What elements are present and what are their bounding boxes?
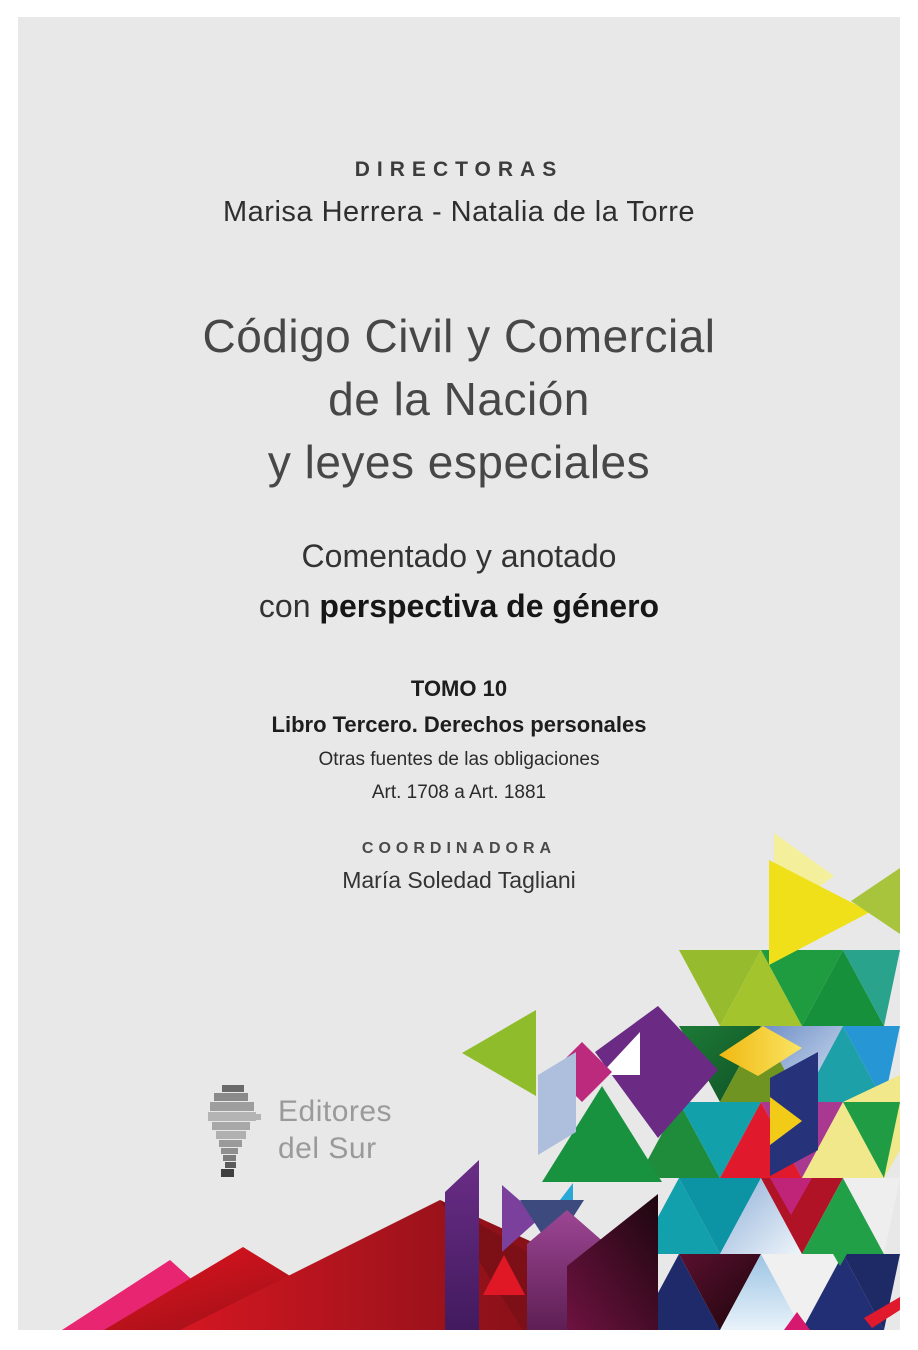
directors-label: DIRECTORAS [354, 158, 564, 181]
triangle-mosaic-artwork [18, 820, 900, 1330]
publisher-name-line-2: del Sur [278, 1132, 377, 1165]
title-line-3: y leyes especiales [267, 436, 651, 488]
directors-names: Marisa Herrera - Natalia de la Torre [223, 196, 695, 228]
subtitle-line-2 [18, 581, 900, 631]
publisher-name [278, 1081, 392, 1167]
coordinator-name: María Soledad Tagliani [342, 867, 576, 893]
volume-book: Libro Tercero. Derechos personales [271, 712, 647, 737]
volume-number: TOMO 10 [410, 676, 508, 701]
coordinator-label: COORDINADORA [361, 840, 557, 857]
title-line-1: Código Civil y Comercial [202, 310, 716, 362]
subtitle-line-2-bold: perspectiva de género [319, 588, 660, 624]
subtitle-line-2-prefix: con [258, 588, 320, 624]
book-cover [18, 17, 900, 1330]
subtitle-line-1: Comentado y anotado [301, 538, 617, 574]
book-title [18, 305, 900, 494]
title-line-2: de la Nación [328, 373, 590, 425]
publisher-logo [204, 1081, 392, 1186]
volume-info [18, 676, 900, 804]
book-subtitle [18, 531, 900, 631]
publisher-name-line-1: Editores [278, 1095, 393, 1128]
argentina-map-bars-icon [204, 1081, 262, 1186]
volume-sources: Otras fuentes de las obligaciones [318, 749, 600, 770]
volume-articles: Art. 1708 a Art. 1881 [371, 782, 547, 803]
